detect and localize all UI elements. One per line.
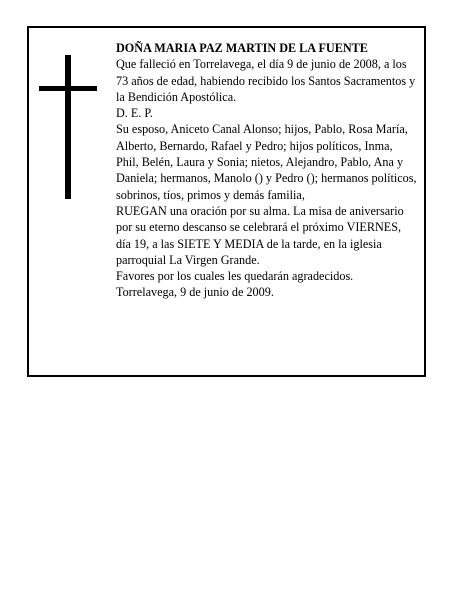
thanks-line: Favores por los cuales les quedarán agradecidos. (116, 269, 354, 284)
cross-horizontal-bar (39, 86, 97, 91)
family-list: Su esposo, Aniceto Canal Alonso; hijos, Pablo, Rosa María, Alberto, Bernardo, Rafael y Pedro; hijos políticos, Inma, Phil, Belén, Laura y Sonia; nietos, Alejandro, Pablo, Ana y Daniela; hermanos, Manolo () y Pedro (); hermanos políticos, sobrinos, tíos, primos y demás familia, (116, 122, 417, 202)
obituary-notice (27, 26, 426, 377)
latin-cross-icon (39, 55, 99, 199)
place-date: Torrelavega, 9 de junio de 2009. (116, 285, 274, 300)
cross-vertical-bar (65, 55, 71, 199)
death-info: Que falleció en Torrelavega, el día 9 de junio de 2008, a los 73 años de edad, habiendo recibido los Santos Sacramentos y la Bendición Apostólica. (116, 57, 416, 104)
notice-text (116, 40, 418, 301)
deceased-name: DOÑA MARIA PAZ MARTIN DE LA FUENTE (116, 41, 368, 55)
dep-abbreviation: D. E. P. (116, 106, 153, 121)
mass-request: RUEGAN una oración por su alma. La misa de aniversario por su eterno descanso se celebrará el próximo VIERNES, día 19, a las SIETE Y MEDIA de la tarde, en la iglesia parroquial La Virgen Grande. (116, 203, 404, 267)
